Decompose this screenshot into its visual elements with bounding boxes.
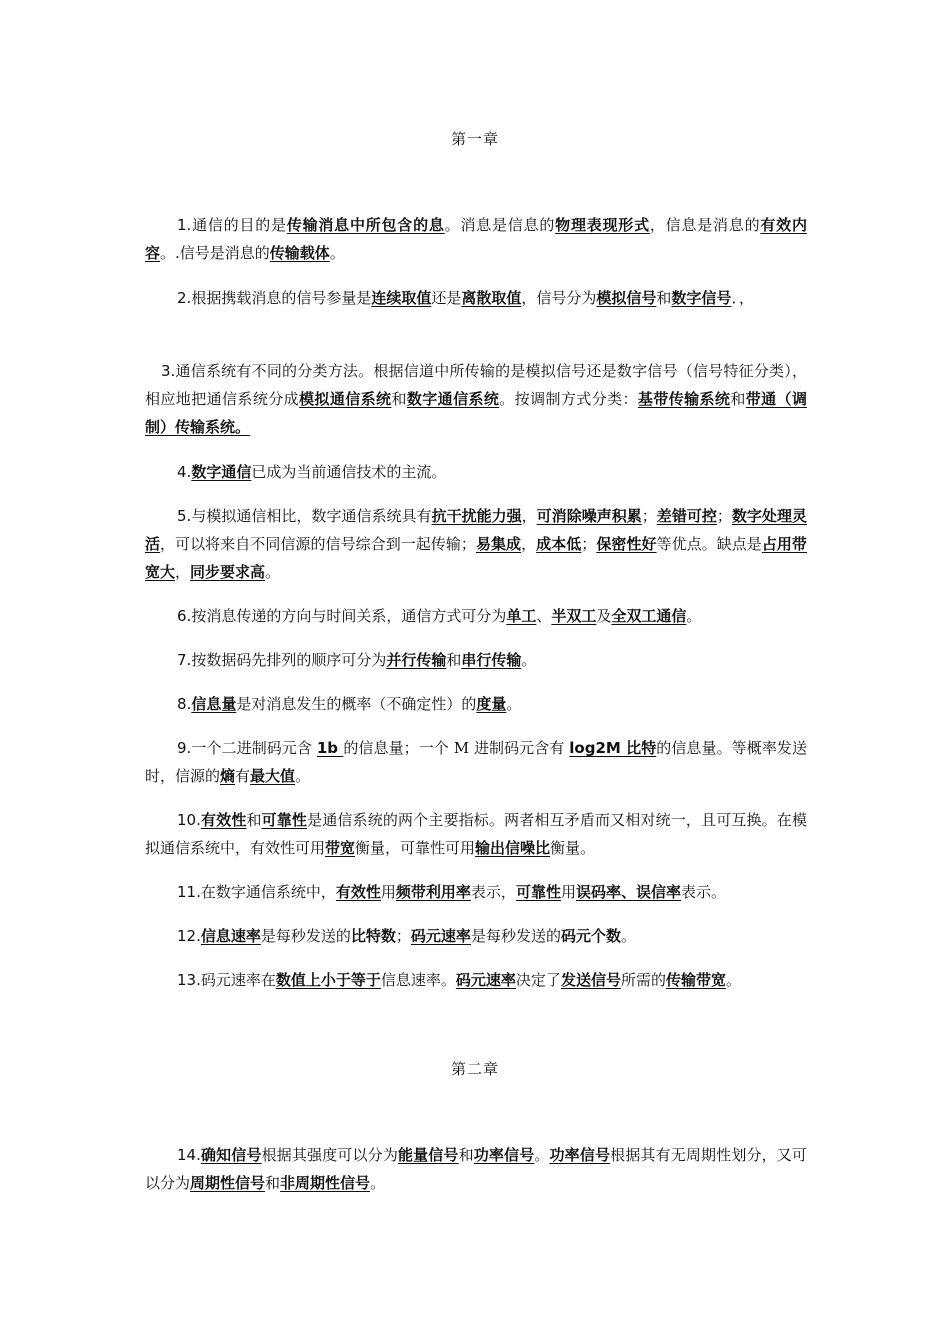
paragraph-11: 11.在数字通信系统中，有效性用频带利用率表示，可靠性用误码率、误信率表示。 xyxy=(177,883,726,901)
paragraph-2: 2.根据携载消息的信号参量是连续取值还是离散取值，信号分为模拟信号和数字信号．， xyxy=(177,289,754,307)
paragraph-7: 7.按数据码先排列的顺序可分为并行传输和串行传输。 xyxy=(177,651,537,669)
paragraph-10: 10.有效性和可靠性是通信系统的两个主要指标。两者相互矛盾而又相对统一，且可互换。在模拟通信系统中，有效性可用带宽衡量，可靠性可用输出信噪比衡量。 xyxy=(145,811,807,857)
paragraph-6: 6.按消息传递的方向与时间关系，通信方式可分为单工、半双工及全双工通信。 xyxy=(177,607,702,625)
paragraph-14: 14.确知信号根据其强度可以分为能量信号和功率信号。功率信号根据其有无周期性划分，又可以分为周期性信号和非周期性信号。 xyxy=(145,1146,807,1192)
chapter-2-heading: 第二章 xyxy=(450,1060,499,1078)
paragraph-4: 4.数字通信已成为当前通信技术的主流。 xyxy=(177,463,447,481)
paragraph-13: 13.码元速率在数值上小于等于信息速率。码元速率决定了发送信号所需的传输带宽。 xyxy=(177,971,741,989)
paragraph-9: 9.一个二进制码元含 1b 的信息量；一个 M 进制码元含有 log2M 比特的信息量。等概率发送时，信源的熵有最大值。 xyxy=(145,739,807,785)
paragraph-8: 8.信息量是对消息发生的概率（不确定性）的度量。 xyxy=(177,695,522,713)
paragraph-5: 5.与模拟通信相比，数字通信系统具有抗干扰能力强，可消除噪声积累；差错可控；数字处理灵活，可以将来自不同信源的信号综合到一起传输；易集成，成本低；保密性好等优点。缺点是占用带宽大，同步要求高。 xyxy=(145,507,807,581)
chapter-1-heading: 第一章 xyxy=(450,130,499,148)
paragraph-12: 12.信息速率是每秒发送的比特数；码元速率是每秒发送的码元个数。 xyxy=(177,927,636,945)
paragraph-1: 1.通信的目的是传输消息中所包含的息。消息是信息的物理表现形式，信息是消息的有效内容。.信号是消息的传输载体。 xyxy=(145,216,807,262)
paragraph-3: 3.通信系统有不同的分类方法。根据信道中所传输的是模拟信号还是数字信号（信号特征分类），相应地把通信系统分成模拟通信系统和数字通信系统。按调制方式分类：基带传输系统和带通（调制）传输系统。 xyxy=(145,362,807,436)
